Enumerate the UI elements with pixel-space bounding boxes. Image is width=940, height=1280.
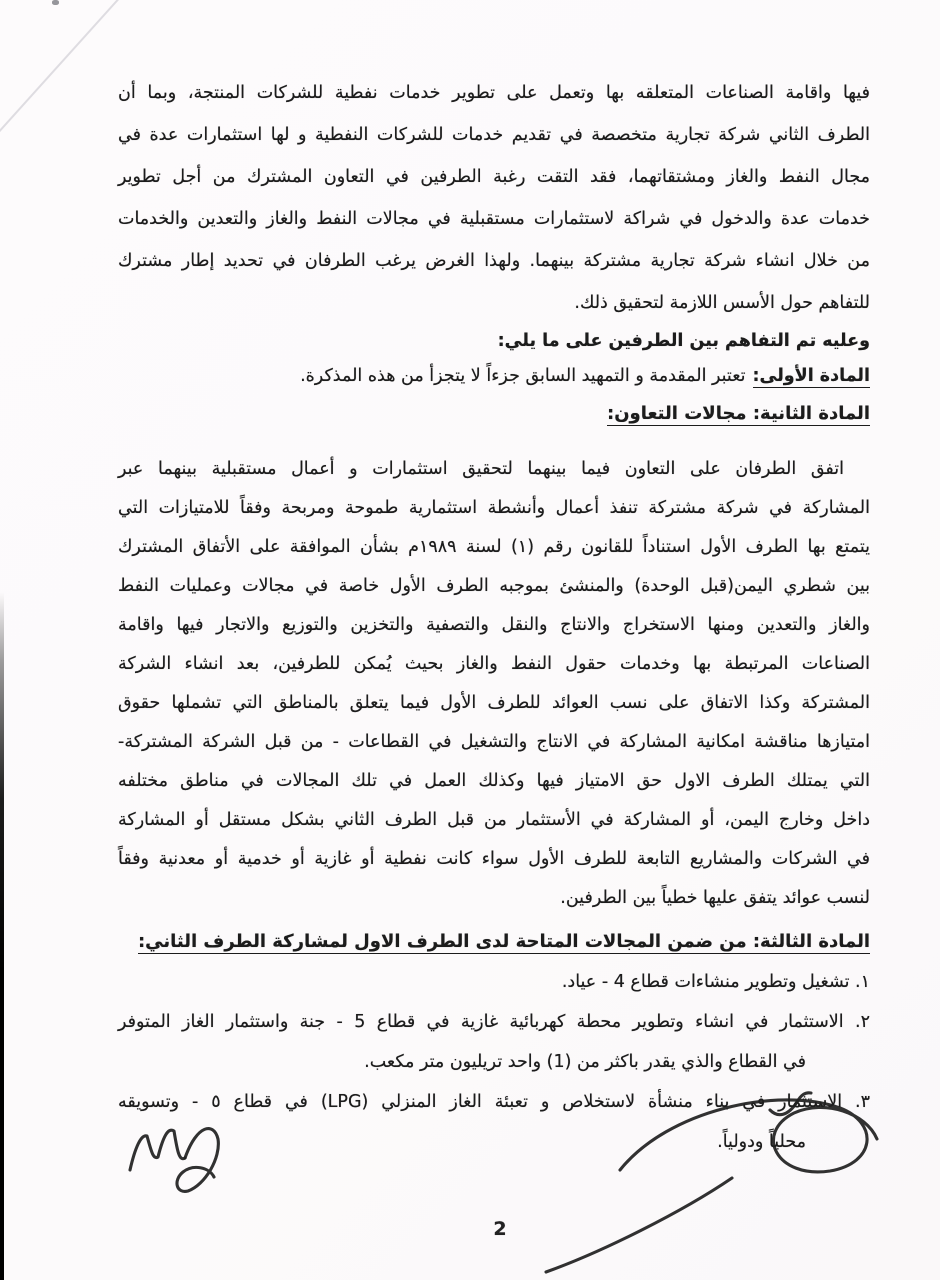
page-number: 2 xyxy=(493,1218,507,1240)
paragraph-line: الطرف الثاني شركة تجارية متخصصة في تقديم خدمات للشركات النفطية و لها استثمارات عدة في xyxy=(118,125,870,145)
paragraph-line: المشتركة وكذا الاتفاق على نسب العوائد للطرف الأول فيما يتعلق بالمناطق التي تشملها حقوق xyxy=(118,693,870,713)
paragraph-line: التي يمتلك الطرف الاول حق الامتياز فيها وكذلك العمل في تلك المجالات في مناطق مختلفه xyxy=(118,771,870,791)
paragraph-line: المشاركة في شركة مشتركة تنفذ أعمال وأنشطة استثمارية طموحة ومربحة وفقاً للامتيازات التي xyxy=(118,498,870,518)
article-3-heading: المادة الثالثة: من ضمن المجالات المتاحة لدى الطرف الاول لمشاركة الطرف الثاني: xyxy=(137,931,870,952)
paragraph-line: من خلال انشاء شركة تجارية مشتركة بينهما. ولهذا الغرض يرغب الطرفان في تحديد إطار مشترك xyxy=(118,251,870,271)
paragraph-line: بين شطري اليمن(قبل الوحدة) والمنشئ بموجبه الطرف الأول خاصة في مجالات وعمليات النفط xyxy=(118,576,870,596)
paragraph-line: يتمتع بها الطرف الأول استناداً للقانون رقم (١) لسنة ١٩٨٩م بشأن الموافقة على الأتفاق المشترك xyxy=(118,537,870,557)
paragraph-line: فيها واقامة الصناعات المتعلقه بها وتعمل على تطوير خدمات نفطية للشركات المنتجة، وبما أن xyxy=(118,83,870,103)
paragraph-line: امتيازها مناقشة امكانية المشاركة في الانتاج والتشغيل في القطاعات - من قبل الشركة المشتركة- xyxy=(118,732,870,752)
paragraph-line: خدمات عدة والدخول في شراكة لاستثمارات مستقبلية في مجالات النفط والغاز والتعدين والخدمات xyxy=(118,209,870,229)
scan-speck-artifact xyxy=(52,0,59,5)
paragraph-line: للتفاهم حول الأسس اللازمة لتحقيق ذلك. xyxy=(574,293,870,313)
article-2-heading: المادة الثانية: مجالات التعاون: xyxy=(607,403,870,424)
article-1-line xyxy=(118,358,870,394)
list-item-2-continuation: في القطاع والذي يقدر باكثر من (1) واحد تريليون متر مكعب. xyxy=(364,1052,806,1072)
article-1-label: المادة الأولى: xyxy=(752,366,870,386)
paragraph-line: لنسب عوائد يتفق عليها خطياً بين الطرفين. xyxy=(560,888,870,908)
opening-paragraph xyxy=(118,72,870,324)
understanding-statement: وعليه تم التفاهم بين الطرفين على ما يلي: xyxy=(497,331,870,351)
scan-edge-shadow xyxy=(0,592,4,1280)
article-1-text: تعتبر المقدمة و التمهيد السابق جزءاً لا يتجزأ من هذه المذكرة. xyxy=(300,366,746,386)
list-item-2: ٢. الاستثمار في انشاء وتطوير محطة كهربائية غازية في قطاع 5 - جنة واستثمار الغاز المتوفر xyxy=(118,1012,870,1032)
list-item-1: ١. تشغيل وتطوير منشاءات قطاع 4 - عياد. xyxy=(561,972,870,992)
list-item-3: ٣. الاستثمار في بناء منشأة لاستخلاص و تعبئة الغاز المنزلي (LPG) في قطاع ٥ - وتسويقه xyxy=(118,1092,871,1112)
document-body xyxy=(118,72,870,1162)
paragraph-line: مجال النفط والغاز ومشتقاتهما، فقد التقت رغبة الطرفين في التعاون المشترك من أجل تطوير xyxy=(118,167,870,187)
list-item-3-continuation: محلياً ودولياً. xyxy=(717,1132,806,1152)
paragraph-line: اتفق الطرفان على التعاون فيما بينهما لتحقيق استثمارات و أعمال مستقبلية بينهما عبر xyxy=(118,459,844,479)
numbered-list xyxy=(118,962,870,1162)
paragraph-line: في الشركات والمشاريع التابعة للطرف الأول سواء كانت نفطية أو غازية أو خدمية أو معدنية وفقاً xyxy=(118,849,870,869)
paragraph-line: داخل وخارج اليمن، أو المشاركة في الأستثمار من قبل الطرف الثاني بشكل مستقل أو المشاركة xyxy=(118,810,870,830)
paragraph-line: والغاز والتعدين ومنها الاستخراج والانتاج والنقل والتصفية والتخزين والتوزيع والاتجار فيها واقامة xyxy=(118,615,870,635)
paragraph-line: الصناعات المرتبطة بها وخدمات حقول النفط والغاز بحيث يُمكن للطرفين، بعد انشاء الشركة xyxy=(118,654,870,674)
cooperation-paragraph xyxy=(118,450,870,918)
